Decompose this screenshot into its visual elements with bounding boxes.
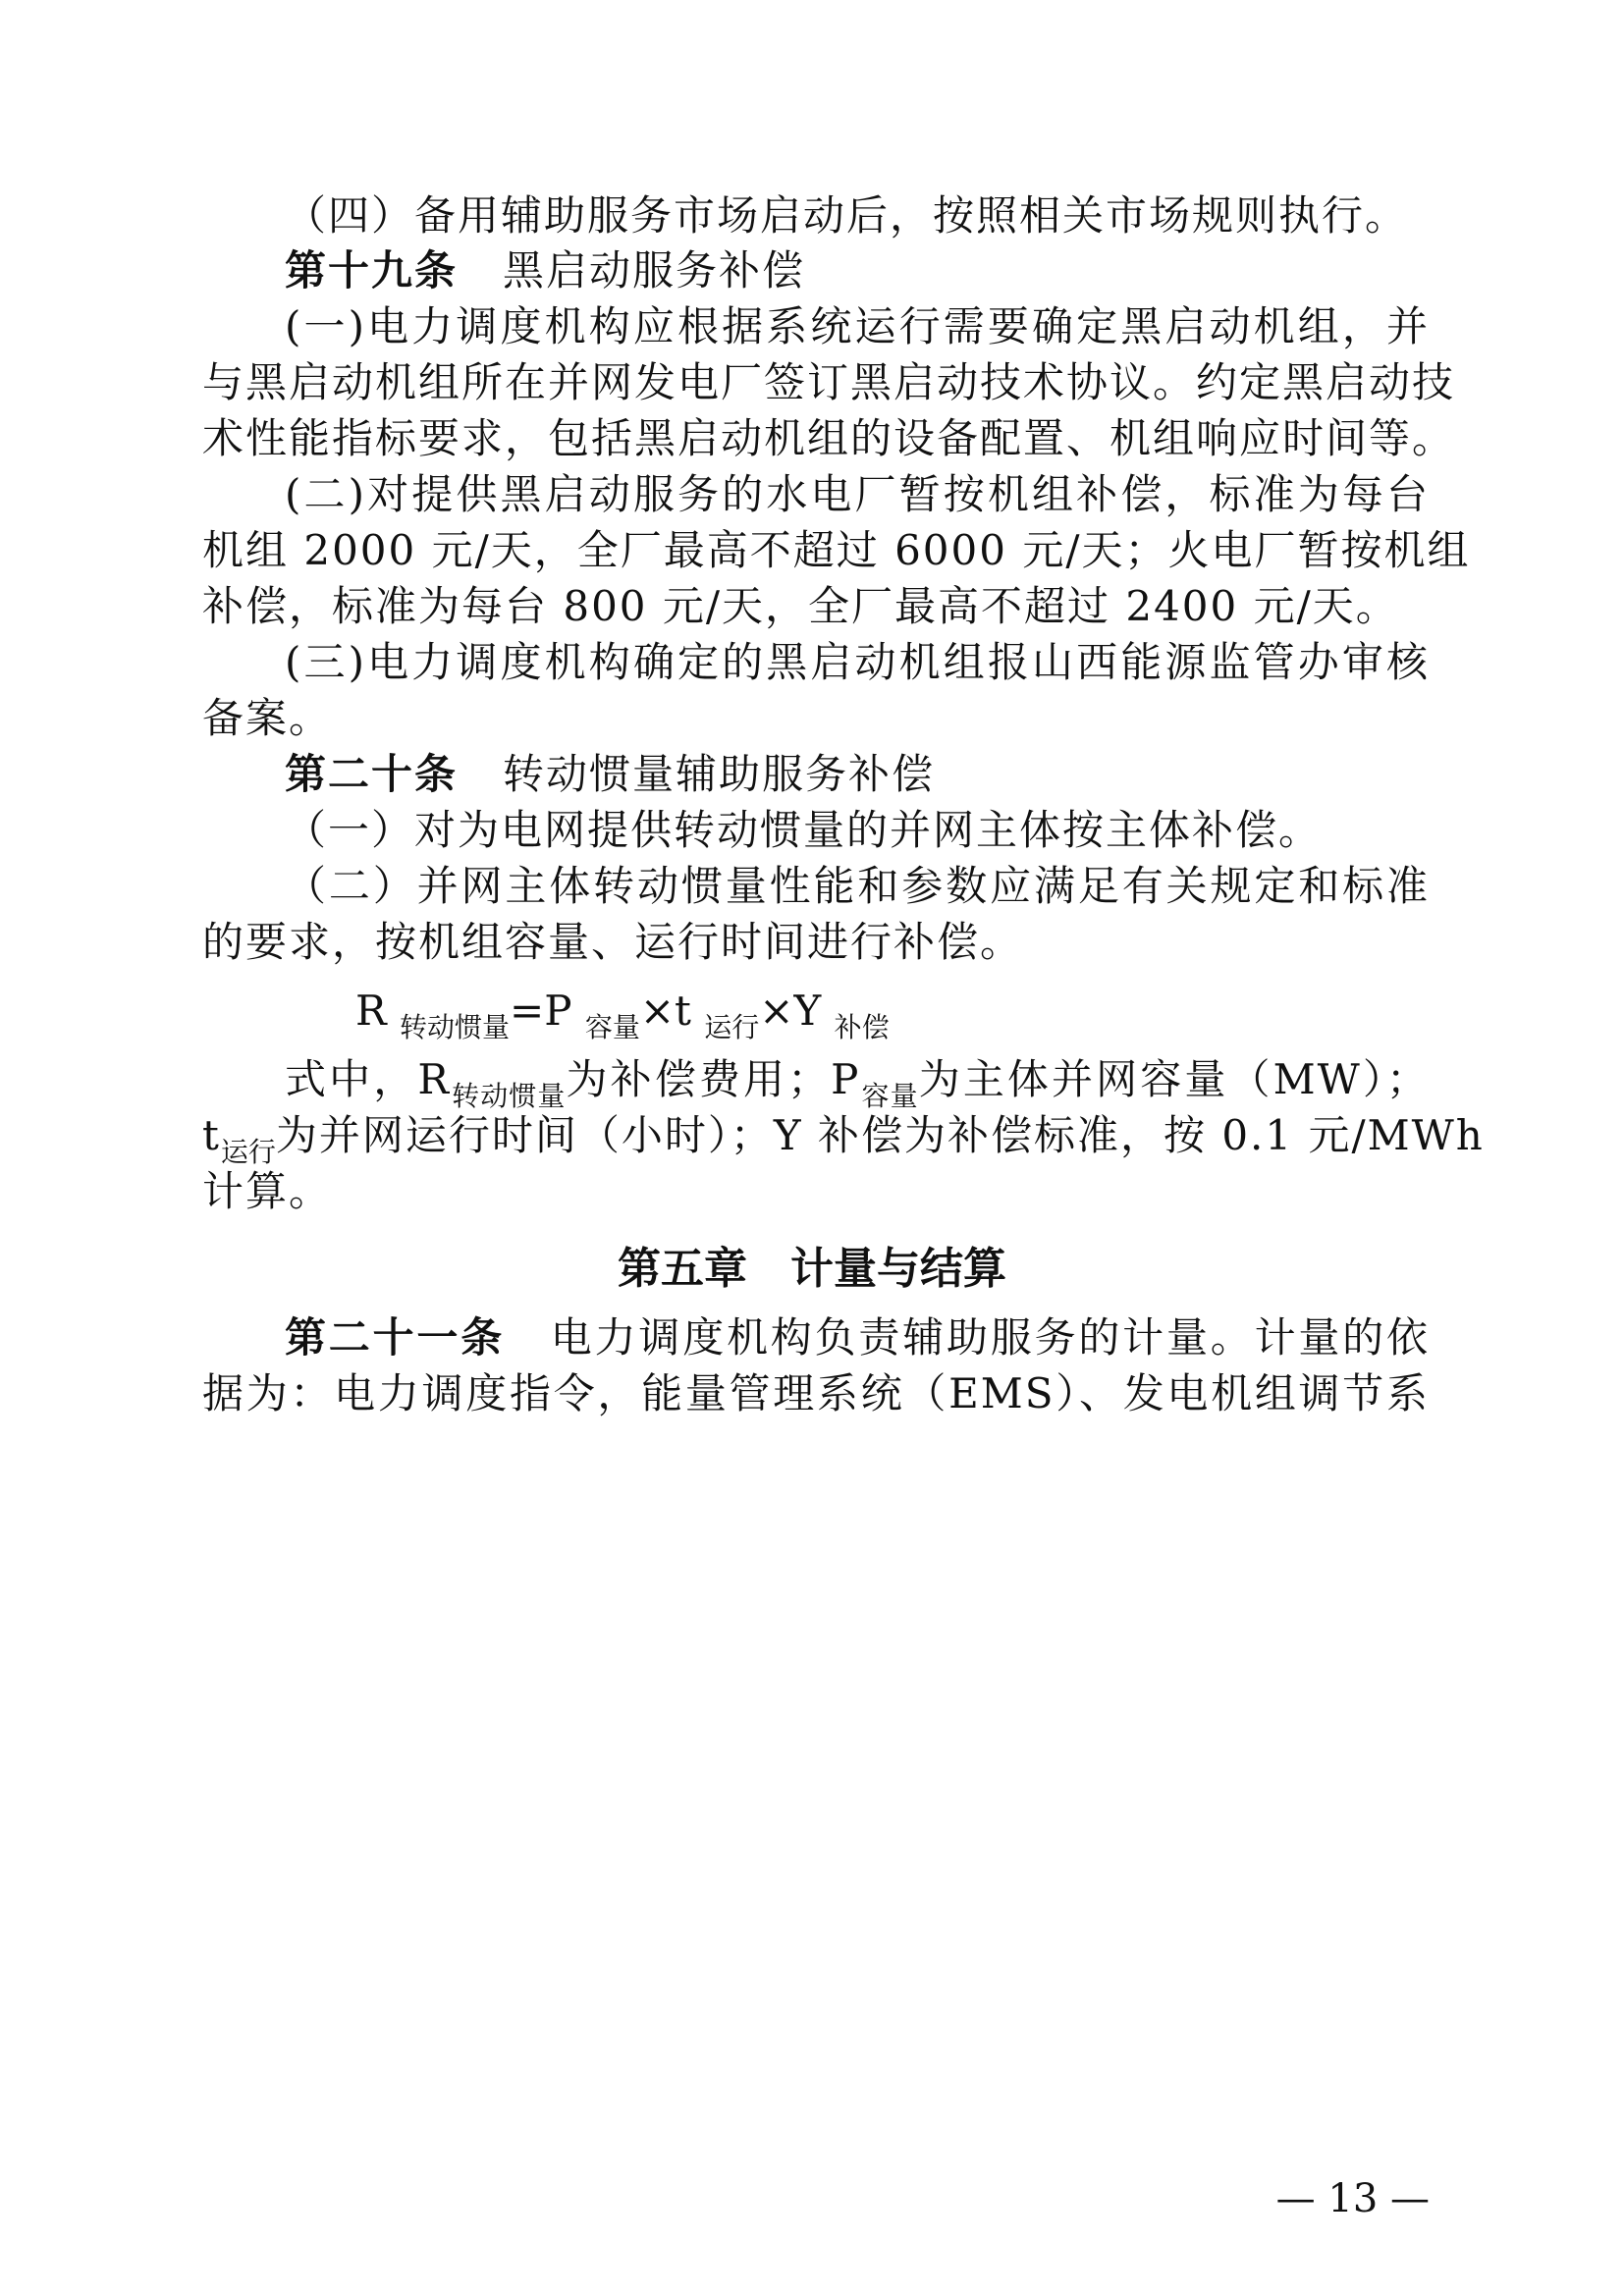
article-title: 转动惯量辅助服务补偿 [503, 750, 936, 798]
article-heading [285, 1308, 1430, 1367]
paragraph-line: （四）备用辅助服务市场启动后，按照相关市场规则执行。 [285, 191, 1409, 240]
formula-symbol: =P [510, 987, 572, 1035]
formula-symbol: R [355, 987, 387, 1035]
formula-subscript: 转动惯量 [450, 1080, 567, 1112]
article-number: 第二十条 [285, 750, 459, 798]
text-span: 为主体并网容量（MW）； [918, 1055, 1430, 1103]
paragraph-line: 补偿，标准为每台 800 元/天，全厂最高不超过 2400 元/天。 [202, 582, 1399, 630]
paragraph-line: 与黑启动机组所在并网发电厂签订黑启动技术协议。约定黑启动技 [202, 358, 1456, 406]
paragraph-line: 计算。 [202, 1167, 333, 1215]
article-heading [285, 745, 1512, 804]
article-number: 第二十一条 [285, 1313, 505, 1362]
paragraph-line: (二)对提供黑启动服务的水电厂暂按机组补偿，标准为每台 [285, 470, 1430, 518]
text-span: 式中，R [285, 1055, 451, 1103]
article-text: 电力调度机构负责辅助服务的计量。计量的依 [550, 1313, 1430, 1362]
paragraph-line [285, 1050, 1430, 1114]
article-title: 黑启动服务补偿 [503, 246, 806, 294]
article-number: 第十九条 [285, 246, 459, 294]
text-span: t [202, 1111, 221, 1159]
formula-symbol: ×Y [759, 987, 822, 1035]
paragraph-line: 的要求，按机组容量、运行时间进行补偿。 [202, 918, 1024, 966]
formula-subscript: 转动惯量 [399, 1011, 510, 1043]
paragraph-line: （二）并网主体转动惯量性能和参数应满足有关规定和标准 [285, 862, 1430, 910]
paragraph-line [202, 1106, 1485, 1170]
text-span: 为并网运行时间（小时）；Y 补偿为补偿标准，按 0.1 元/MWh [275, 1111, 1485, 1159]
formula [355, 982, 1583, 1045]
paragraph-line: （一）对为电网提供转动惯量的并网主体按主体补偿。 [285, 806, 1323, 854]
paragraph-line: (一)电力调度机构应根据系统运行需要确定黑启动机组，并 [285, 302, 1430, 350]
chapter-heading: 第五章 计量与结算 [618, 1244, 1006, 1294]
paragraph-line: 机组 2000 元/天，全厂最高不超过 6000 元/天；火电厂暂按机组 [202, 526, 1471, 574]
formula-symbol: ×t [639, 987, 691, 1035]
paragraph-line: 术性能指标要求，包括黑启动机组的设备配置、机组响应时间等。 [202, 414, 1456, 462]
paragraph-line: 据为：电力调度指令，能量管理系统（EMS）、发电机组调节系 [202, 1369, 1430, 1417]
paragraph-line: (三)电力调度机构确定的黑启动机组报山西能源监管办审核 [285, 638, 1430, 686]
article-heading [285, 241, 1512, 300]
formula-subscript: 运行 [704, 1011, 760, 1043]
text-span: 为补偿费用；P [566, 1055, 861, 1103]
page-number: — 13 — [1275, 2176, 1430, 2221]
formula-subscript: 容量 [584, 1011, 640, 1043]
paragraph-line: 备案。 [202, 694, 333, 742]
formula-subscript: 运行 [220, 1136, 276, 1168]
formula-subscript: 补偿 [834, 1011, 890, 1043]
formula-subscript: 容量 [860, 1080, 919, 1112]
